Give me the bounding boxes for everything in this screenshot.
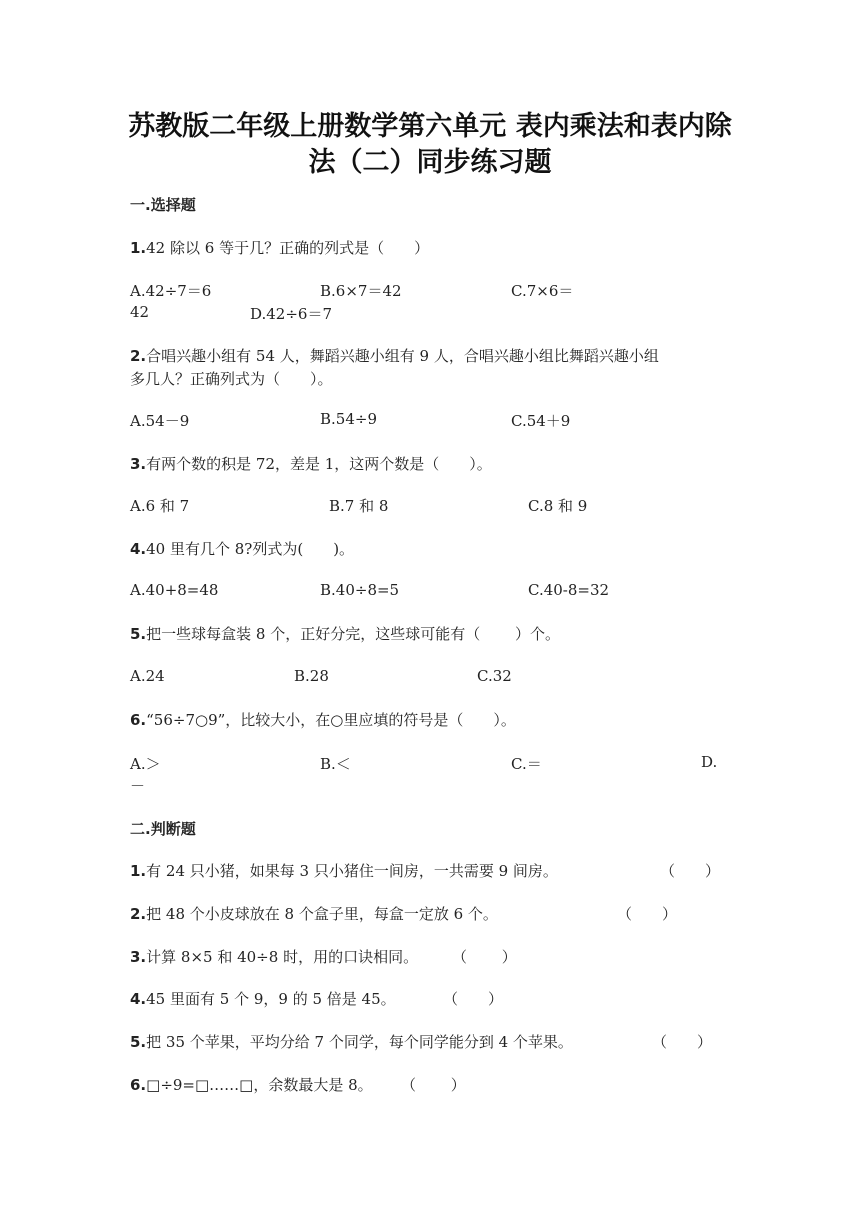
question-2-line-2: 多几人？正确列式为（ ）。 bbox=[130, 370, 333, 388]
title-line-1: 苏教版二年级上册数学第六单元 表内乘法和表内除 bbox=[128, 111, 732, 142]
question-number: 1. bbox=[130, 862, 147, 880]
option-a: A.6 和 7 bbox=[130, 497, 190, 515]
question-text: □÷9=□……□，余数最大是 8。 bbox=[146, 1076, 373, 1094]
option-b: B.7 和 8 bbox=[329, 497, 389, 515]
question-number: 6. bbox=[130, 1076, 147, 1094]
question-3 bbox=[130, 453, 492, 474]
question-number: 5. bbox=[130, 1033, 147, 1051]
question-text: 有两个数的积是 72，差是 1，这两个数是（ ）。 bbox=[146, 455, 492, 473]
answer-blank: （ ） bbox=[443, 990, 504, 1008]
question-number: 6. bbox=[130, 711, 147, 729]
question-number: 2. bbox=[130, 347, 147, 365]
title-line-2: 法（二）同步练习题 bbox=[308, 147, 552, 178]
section-heading-judgement: 二.判断题 bbox=[130, 820, 196, 838]
question-number: 4. bbox=[130, 540, 147, 558]
judgement-1 bbox=[130, 860, 558, 881]
judgement-5 bbox=[130, 1031, 573, 1052]
answer-blank: （ ） bbox=[660, 862, 721, 880]
option-c: C.8 和 9 bbox=[528, 497, 588, 515]
option-b: B.40÷8=5 bbox=[320, 581, 400, 599]
section-heading-choice: 一.选择题 bbox=[130, 196, 196, 214]
option-c: C.32 bbox=[477, 667, 512, 685]
question-text: 把 48 个小皮球放在 8 个盒子里，每盒一定放 6 个。 bbox=[146, 905, 498, 923]
option-b: B.54÷9 bbox=[320, 410, 377, 428]
option-d: D.42÷6＝7 bbox=[250, 305, 333, 323]
option-b: B.28 bbox=[294, 667, 329, 685]
question-text: 45 里面有 5 个 9，9 的 5 倍是 45。 bbox=[146, 990, 396, 1008]
option-c-continued: 42 bbox=[130, 303, 150, 321]
question-text: 计算 8×5 和 40÷8 时，用的口诀相同。 bbox=[146, 948, 419, 966]
question-text: 42 除以 6 等于几？正确的列式是（ ） bbox=[146, 239, 430, 257]
option-b: B.6×7＝42 bbox=[320, 282, 402, 300]
question-text: 合唱兴趣小组有 54 人，舞蹈兴趣小组有 9 人，合唱兴趣小组比舞蹈兴趣小组 bbox=[146, 347, 659, 365]
question-5 bbox=[130, 623, 560, 644]
option-a: A.40+8=48 bbox=[130, 581, 219, 599]
answer-blank: （ ） bbox=[652, 1033, 713, 1051]
option-a: A.＞ bbox=[130, 755, 161, 773]
question-1 bbox=[130, 237, 429, 258]
answer-blank: （ ） bbox=[401, 1076, 466, 1094]
question-number: 2. bbox=[130, 905, 147, 923]
option-a: A.42÷7＝6 bbox=[130, 282, 212, 300]
judgement-3 bbox=[130, 946, 418, 967]
question-text: 把一些球每盒装 8 个，正好分完，这些球可能有（ ）个。 bbox=[146, 625, 560, 643]
question-text: 40 里有几个 8?列式为( )。 bbox=[146, 540, 355, 558]
option-d-continued: － bbox=[130, 777, 146, 795]
question-number: 3. bbox=[130, 948, 147, 966]
judgement-6 bbox=[130, 1074, 373, 1095]
question-text: 把 35 个苹果，平均分给 7 个同学，每个同学能分到 4 个苹果。 bbox=[146, 1033, 573, 1051]
question-text: “56÷7○9”，比较大小，在○里应填的符号是（ ）。 bbox=[146, 711, 516, 729]
option-d: D. bbox=[701, 753, 718, 771]
option-c: C.7×6＝ bbox=[511, 282, 574, 300]
question-number: 4. bbox=[130, 990, 147, 1008]
question-number: 1. bbox=[130, 239, 147, 257]
judgement-4 bbox=[130, 988, 396, 1009]
option-c: C.54＋9 bbox=[511, 412, 571, 430]
question-number: 5. bbox=[130, 625, 147, 643]
answer-blank: （ ） bbox=[617, 905, 678, 923]
question-6 bbox=[130, 709, 516, 730]
answer-blank: （ ） bbox=[452, 948, 517, 966]
option-b: B.＜ bbox=[320, 755, 351, 773]
question-2 bbox=[130, 345, 659, 366]
question-4 bbox=[130, 538, 354, 559]
option-a: A.24 bbox=[130, 667, 165, 685]
option-c: C.40-8=32 bbox=[528, 581, 610, 599]
option-a: A.54－9 bbox=[130, 412, 190, 430]
judgement-2 bbox=[130, 903, 498, 924]
question-number: 3. bbox=[130, 455, 147, 473]
option-c: C.＝ bbox=[511, 755, 542, 773]
question-text: 有 24 只小猪，如果每 3 只小猪住一间房，一共需要 9 间房。 bbox=[146, 862, 558, 880]
